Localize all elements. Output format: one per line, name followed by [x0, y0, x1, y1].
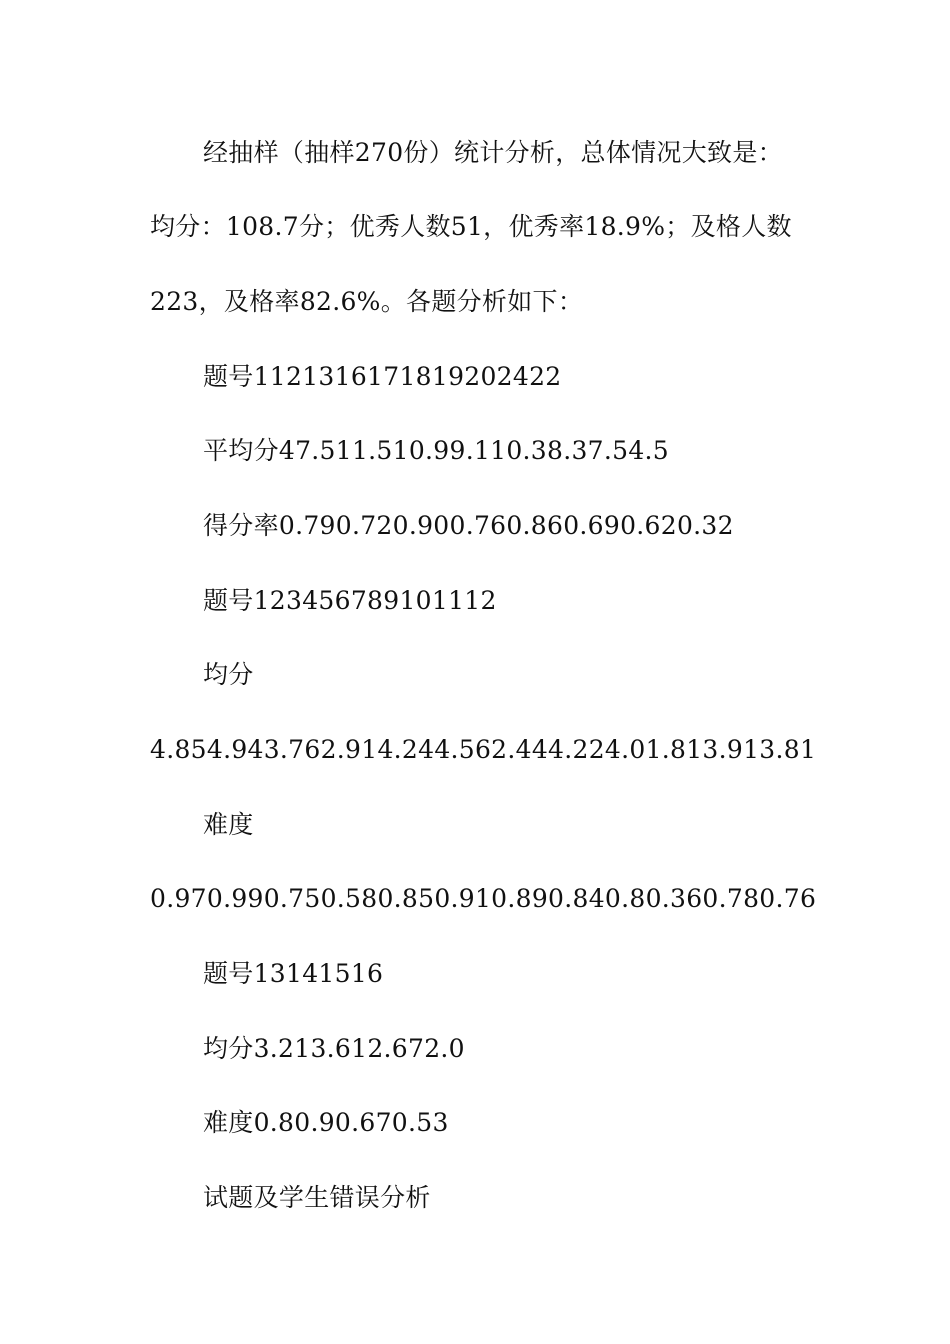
summary-pass-rate: 223，及格率82.6%。各题分析如下：: [150, 287, 584, 316]
summary-scores: 均分：108.7分；优秀人数51，优秀率18.9%；及格人数: [150, 212, 792, 241]
question-numbers-1: 题号1121316171819202422: [203, 362, 562, 391]
average-scores-1: 平均分47.511.510.99.110.38.37.54.5: [203, 436, 669, 465]
difficulty-label-2: 难度: [203, 810, 254, 839]
section-heading: 试题及学生错误分析: [203, 1183, 431, 1212]
summary-intro: 经抽样（抽样270份）统计分析，总体情况大致是：: [203, 138, 783, 167]
difficulty-3: 难度0.80.90.670.53: [203, 1108, 449, 1137]
difficulty-values-2: 0.970.990.750.580.850.910.890.840.80.360.780.76: [150, 884, 817, 913]
question-numbers-3: 题号13141516: [203, 959, 384, 988]
question-numbers-2: 题号123456789101112: [203, 586, 497, 615]
score-rates-1: 得分率0.790.720.900.760.860.690.620.32: [203, 511, 734, 540]
average-scores-3: 均分3.213.612.672.0: [203, 1034, 465, 1063]
average-label-2: 均分: [203, 660, 254, 689]
average-values-2: 4.854.943.762.914.244.562.444.224.01.813.913.81: [150, 735, 817, 764]
